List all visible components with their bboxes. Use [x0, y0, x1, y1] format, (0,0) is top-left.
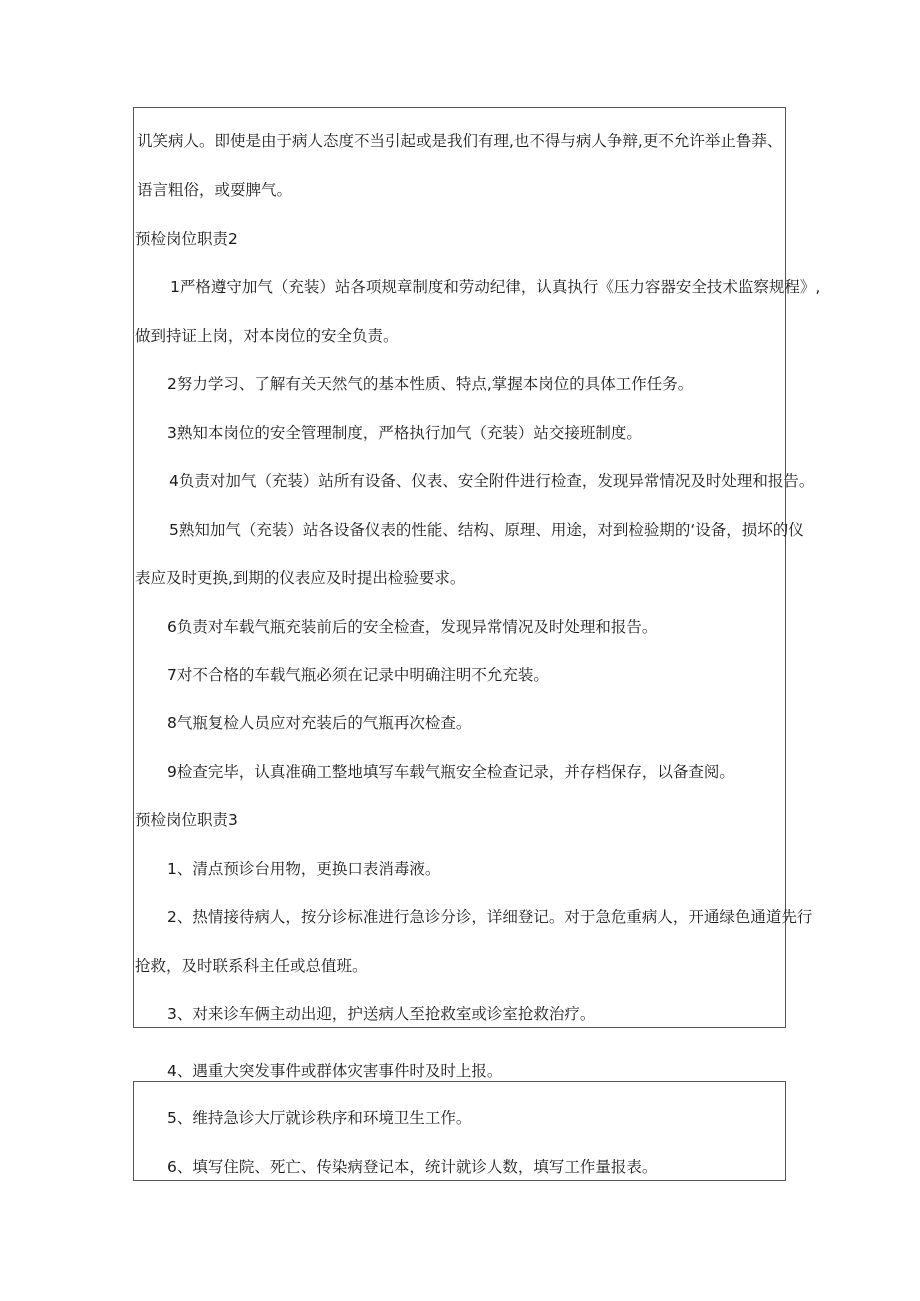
paragraph-line: 4、遇重大突发事件或群体灾害事件时及时上报。	[167, 1062, 503, 1080]
paragraph-line: 6负责对车载气瓶充装前后的安全检查，发现异常情况及时处理和报告。	[167, 618, 658, 636]
paragraph-line: 2、热情接待病人，按分诊标准进行急诊分诊，详细登记。对于急危重病人，开通绿色通道先行	[167, 908, 813, 926]
paragraph-line: 语言粗俗，或耍脾气。	[137, 181, 293, 199]
paragraph-line: 抢救，及时联系科主任或总值班。	[135, 957, 368, 975]
section-heading: 预检岗位职责3	[135, 811, 238, 829]
paragraph-line: 8气瓶复检人员应对充装后的气瓶再次检查。	[167, 714, 472, 732]
paragraph-line: 9检查完毕，认真准确工整地填写车载气瓶安全检查记录，并存档保存，以备查阅。	[167, 763, 735, 781]
section-heading: 预检岗位职责2	[135, 230, 238, 248]
paragraph-line: 5、维持急诊大厅就诊秩序和环境卫生工作。	[167, 1109, 472, 1127]
paragraph-line: 5熟知加气（充装）站各设备仪表的性能、结构、原理、用途，对到检验期的‘设备，损坏的仪	[169, 521, 804, 539]
paragraph-line: 4负责对加气（充装）站所有设备、仪表、安全附件进行检查，发现异常情况及时处理和报告。	[169, 472, 815, 490]
paragraph-line: 3、对来诊车俩主动出迎，护送病人至抢救室或诊室抢救治疗。	[167, 1005, 596, 1023]
paragraph-line: 2努力学习、了解有关天然气的基本性质、特点,掌握本岗位的具体工作任务。	[167, 375, 694, 393]
paragraph-line: 表应及时更换,到期的仪表应及时提出检验要求。	[135, 569, 466, 587]
paragraph-line: 做到持证上岗，对本岗位的安全负责。	[135, 327, 399, 345]
paragraph-line: 6、填写住院、死亡、传染病登记本，统计就诊人数，填写工作量报表。	[167, 1158, 658, 1176]
paragraph-line: 1、清点预诊台用物，更换口表消毒液。	[167, 860, 441, 878]
paragraph-line: 讥笑病人。即使是由于病人态度不当引起或是我们有理,也不得与病人争辩,更不允许举止鲁莽、	[137, 132, 783, 150]
paragraph-line: 3熟知本岗位的安全管理制度，严格执行加气（充装）站交接班制度。	[167, 424, 642, 442]
paragraph-line: 7对不合格的车载气瓶必须在记录中明确注明不允充装。	[167, 666, 549, 684]
paragraph-line: 1严格遵守加气（充装）站各项规章制度和劳动纪律，认真执行《压力容器安全技术监察规程》,	[170, 278, 821, 296]
